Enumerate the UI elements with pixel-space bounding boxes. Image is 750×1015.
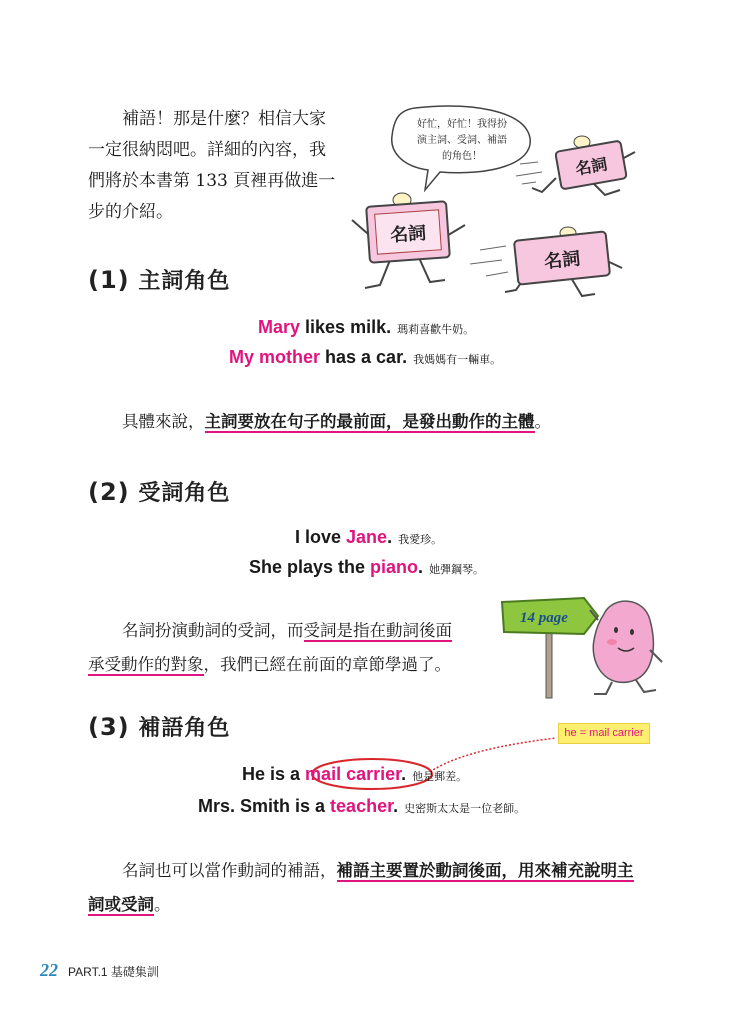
svg-text:的角色！: 的角色！ [442, 151, 482, 162]
svg-text:名詞: 名詞 [389, 222, 427, 247]
section-heading-1: (1) 主詞角色 [88, 266, 231, 294]
svg-text:名詞: 名詞 [543, 248, 582, 273]
example-2-2: She plays the piano. 她彈鋼琴。 [249, 557, 485, 577]
page-number: 22 [40, 960, 58, 980]
page-footer [40, 960, 159, 981]
section-1-paragraph: 具體來說，主詞要放在句子的最前面，是發出動作的主體。 [122, 412, 551, 431]
section-2-paragraph: 名詞扮演動詞的受詞，而受詞是指在動詞後面 承受動作的對象，我們已經在前面的章節學過了。 [88, 621, 452, 674]
example-3-2: Mrs. Smith is a teacher. 史密斯太太是一位老師。 [198, 796, 526, 816]
section-heading-2: (2) 受詞角色 [88, 478, 231, 506]
noun-cards-illustration [320, 100, 640, 310]
svg-text:14 page: 14 page [520, 610, 568, 626]
example-2-1: I love Jane. 我愛珍。 [295, 527, 443, 547]
svg-text:好忙，好忙！我得扮: 好忙，好忙！我得扮 [417, 119, 507, 130]
svg-text:名詞: 名詞 [573, 154, 609, 179]
blob-character [590, 601, 662, 694]
noun-card-1 [352, 193, 465, 288]
part-label: PART.1 基礎集訓 [68, 965, 159, 979]
speech-bubble [392, 106, 530, 190]
sign-post [546, 632, 552, 698]
noun-card-3 [470, 227, 622, 296]
note-label: he = mail carrier [558, 723, 650, 744]
section-heading-3: (3) 補語角色 [88, 713, 231, 741]
example-3-1: He is a mail carrier. 他是郵差。 [242, 764, 468, 784]
section-3-paragraph: 名詞也可以當作動詞的補語，補語主要置於動詞後面，用來補充說明主 詞或受詞。 [88, 861, 634, 914]
svg-text:演主詞、受詞、補語: 演主詞、受詞、補語 [417, 135, 507, 146]
page-sign-illustration [494, 590, 674, 700]
example-1-1: Mary likes milk. 瑪莉喜歡牛奶。 [258, 317, 475, 337]
intro-paragraph: 補語！那是什麼？相信大家 一定很納悶吧。詳細的內容，我 們將於本書第 133 頁裡再做進一 步的介紹。 [88, 109, 336, 222]
noun-card-2 [516, 136, 635, 195]
example-1-2: My mother has a car. 我媽媽有一輛車。 [229, 347, 502, 367]
